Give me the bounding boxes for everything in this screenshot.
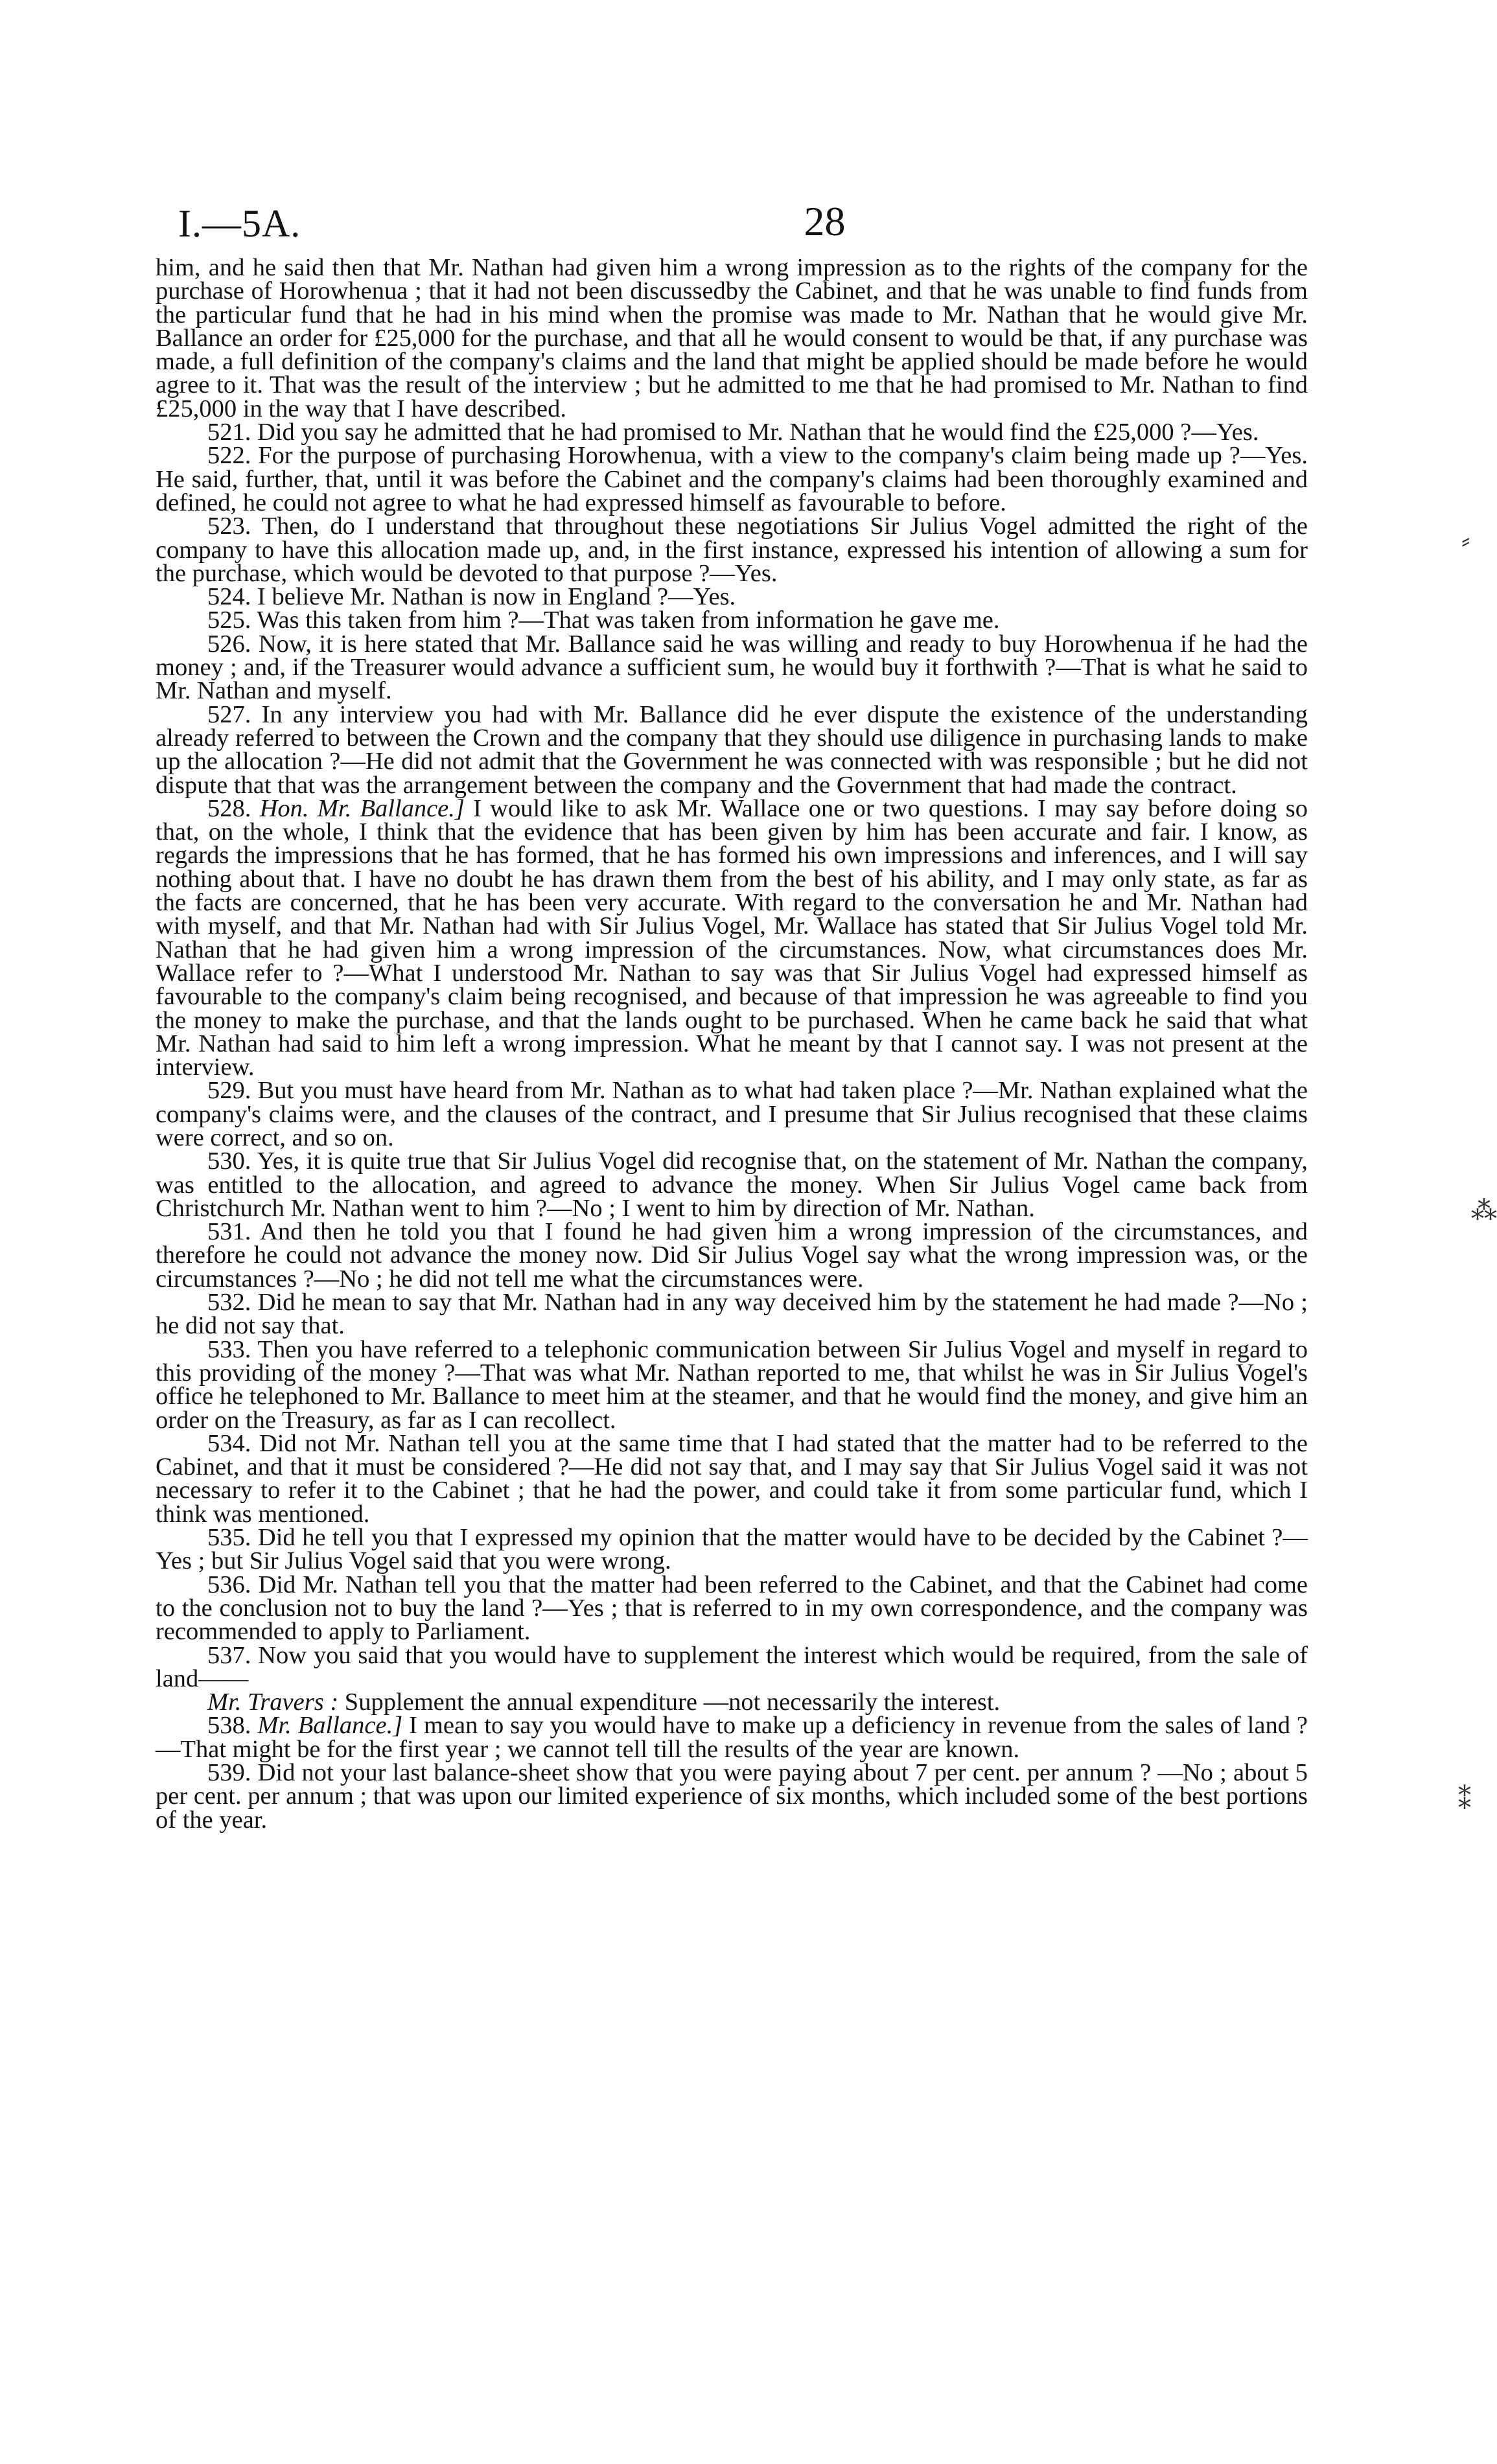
paragraph: 528. Hon. Mr. Ballance.] I would like to ask Mr. Wallace one or two questions. I may say before doing so that, on the whole, I think that the evidence that has been given by him has been accurate and fair. I know, as regards the impressions that he has formed, that he has formed his own impressions and inferences, and I will say nothing about that. I have no doubt he has drawn them from the best of his ability, and I may only state, as far as the facts are concerned, that he has been very accurate. With regard to the conversation he and Mr. Nathan had with myself, and that Mr. Nathan had with Sir Julius Vogel, Mr. Wallace has stated that Sir Julius Vogel told Mr. Nathan that he had given him a wrong impression of the circumstances. Now, what circumstances does Mr. Wallace refer to ?—What I understood Mr. Nathan to say was that Sir Julius Vogel had expressed himself as favourable to the company's claim being recognised, and because of that impression he was agreeable to find you the money to make the purchase, and that the lands ought to be purchased. When he came back he said that what Mr. Nathan had said to him left a wrong impression. What he meant by that I cannot say. I was not present at the interview. (156, 794, 1308, 1081)
paragraph: 529. But you must have heard from Mr. Nathan as to what had taken place ?—Mr. Nathan explained what the company's claims were, and the clauses of the contract, and I presume that Sir Julius recognised that these claims were correct, and so on. (156, 1077, 1308, 1151)
paragraph: 535. Did he tell you that I expressed my opinion that the matter would have to be decided by the Cabinet ?—Yes ; but Sir Julius Vogel said that you were wrong. (156, 1524, 1308, 1575)
paragraph: 523. Then, do I understand that throughout these negotiations Sir Julius Vogel admitted the right of the company to have this allocation made up, and, in the first instance, expressed his intention of allowing a sum for the purchase, which would be devoted to that purpose ?—Yes. (156, 512, 1308, 587)
paragraph: 532. Did he mean to say that Mr. Nathan had in any way deceived him by the statement he had made ?—No ; he did not say that. (156, 1289, 1308, 1340)
document-body (156, 256, 1308, 1832)
paragraph: 537. Now you said that you would have to supplement the interest which would be required, from the sale of land—— (156, 1641, 1308, 1692)
margin-mark: ⁑ (1458, 1786, 1471, 1815)
page-number: 28 (804, 198, 846, 244)
paragraph: 522. For the purpose of purchasing Horowhenua, with a view to the company's claim being made up ?—Yes. He said, further, that, until it was before the Cabinet and the company's claims had been thoroughly examined and defined, he could not agree to what he had expressed himself as favourable to before. (156, 442, 1308, 516)
paragraph: 527. In any interview you had with Mr. Ballance did he ever dispute the existence of the understanding already referred to between the Crown and the company that they should use diligence in purchasing lands to make up the allocation ?—He did not admit that the Government he was connected with was responsible ; but he did not dispute that that was the arrangement between the company and the Government that had made the contract. (156, 700, 1308, 799)
paragraph: 531. And then he told you that I found he had given him a wrong impression of the circumstances, and therefore he could not advance the money now. Did Sir Julius Vogel say what the wrong impression was, or the circumstances ?—No ; he did not tell me what the circumstances were. (156, 1218, 1308, 1293)
document-reference: I.—5A. (178, 202, 301, 245)
paragraph: 533. Then you have referred to a telephonic communication between Sir Julius Vogel and myself in regard to this providing of the money ?—That was what Mr. Nathan reported to me, that whilst he was in Sir Julius Vogel's office he telephoned to Mr. Ballance to meet him at the steamer, and that he would find the money, and give him an order on the Treasury, as far as I can recollect. (156, 1335, 1308, 1434)
page-header (178, 198, 1471, 249)
margin-mark: ⸗ (1461, 525, 1470, 555)
paragraph: Mr. Travers : Supplement the annual expenditure —not necessarily the interest. (207, 1688, 1001, 1716)
paragraph: 534. Did not Mr. Nathan tell you at the same time that I had stated that the matter had to be referred to the Cabinet, and that it must be considered ?—He did not say that, and I may say that Sir Julius Vogel said it was not necessary to refer it to the Cabinet ; that he had the power, and could take it from some particular fund, which I think was mentioned. (156, 1429, 1308, 1528)
paragraph: 525. Was this taken from him ?—That was taken from information he gave me. (207, 606, 1000, 634)
paragraph: 530. Yes, it is quite true that Sir Julius Vogel did recognise that, on the statement of Mr. Nathan the company, was entitled to the allocation, and agreed to advance the money. When Sir Julius Vogel came back from Christchurch Mr. Nathan went to him ?—No ; I went to him by direction of Mr. Nathan. (156, 1147, 1308, 1222)
paragraph: 539. Did not your last balance-sheet show that you were paying about 7 per cent. per annum ? —No ; about 5 per cent. per annum ; that was upon our limited experience of six months, which included some of the best portions of the year. (156, 1759, 1308, 1834)
paragraph: 538. Mr. Ballance.] I mean to say you would have to make up a deficiency in revenue from the sales of land ?—That might be for the first year ; we cannot tell till the results of the year are known. (156, 1712, 1308, 1763)
margin-mark: ⁂ (1471, 1196, 1497, 1225)
paragraph: 521. Did you say he admitted that he had promised to Mr. Nathan that he would find the £25,000 ?—Yes. (207, 419, 1259, 446)
paragraph: 524. I believe Mr. Nathan is now in England ?—Yes. (207, 583, 736, 611)
speaker-label: Mr. Ballance.] (257, 1712, 403, 1740)
speaker-label: Hon. Mr. Ballance.] (259, 794, 465, 822)
paragraph: 526. Now, it is here stated that Mr. Ballance said he was willing and ready to buy Horowhenua if he had the money ; and, if the Treasurer would advance a sufficient sum, he would buy it forthwith ?—That is what he said to Mr. Nathan and myself. (156, 630, 1308, 705)
paragraph: him, and he said then that Mr. Nathan had given him a wrong impression as to the rights of the company for the purchase of Horowhenua ; that it had not been discussedby the Cabinet, and that he was unable to find funds from the particular fund that he had in his mind when the promise was made to Mr. Nathan that he would give Mr. Ballance an order for £25,000 for the purchase, and that all he would consent to would be that, if any purchase was made, a full definition of the company's claims and the land that might be applied should be made before he would agree to it. That was the result of the interview ; but he admitted to me that he had promised to Mr. Nathan to find £25,000 in the way that I have described. (156, 254, 1308, 422)
speaker-label: Mr. Travers : (207, 1688, 339, 1716)
paragraph: 536. Did Mr. Nathan tell you that the matter had been referred to the Cabinet, and that the Cabinet had come to the conclusion not to buy the land ?—Yes ; that is referred to in my own correspondence, and the company was recommended to apply to Parliament. (156, 1571, 1308, 1646)
